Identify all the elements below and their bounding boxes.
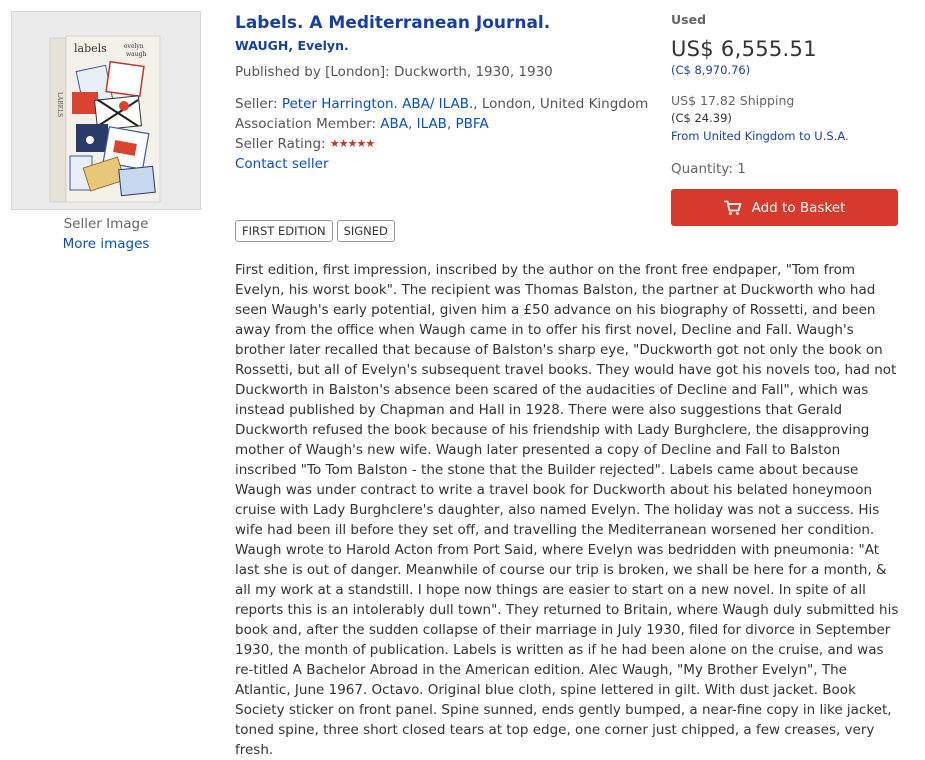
cart-icon (724, 200, 742, 216)
add-to-basket-button[interactable] (671, 189, 898, 226)
attribute-badges (235, 220, 395, 242)
badge-first-edition: FIRST EDITION (235, 220, 333, 242)
association-label: Association Member: (235, 116, 376, 132)
price: US$ 6,555.51 (671, 37, 817, 61)
shipping-route-link[interactable]: From United Kingdom to U.S.A. (671, 129, 849, 143)
shipping-cost-cad: (C$ 24.39) (671, 111, 732, 125)
seller-location: , London, United Kingdom (473, 96, 649, 112)
badge-signed: SIGNED (337, 220, 395, 242)
contact-seller-link[interactable]: Contact seller (235, 156, 329, 172)
book-title[interactable]: Labels. A Mediterranean Journal. (235, 13, 551, 33)
cover-title: labels (74, 42, 107, 55)
book-image[interactable] (11, 11, 201, 210)
seller-line (235, 94, 655, 114)
cover-spine-text: LABELS (56, 92, 63, 118)
condition-label: Used (671, 12, 707, 27)
more-images-link[interactable]: More images (62, 236, 150, 252)
seller-info (235, 94, 655, 174)
association-line: Association Member: ABA, ILAB, PBFA (235, 116, 489, 132)
seller-rating-line (235, 134, 655, 154)
listing-info (235, 12, 655, 174)
shipping-cost: US$ 17.82 Shipping (671, 93, 795, 108)
star-rating-icon[interactable]: ★★★★★ (329, 137, 375, 150)
association-link-pbfa[interactable]: PBFA (455, 116, 489, 132)
purchase-panel (671, 12, 898, 226)
image-column (11, 11, 201, 252)
seller-name-link[interactable]: Peter Harrington. ABA/ ILAB. (281, 96, 474, 112)
book-cover-illustration (12, 12, 202, 211)
add-to-basket-label: Add to Basket (751, 199, 846, 216)
cover-author-line1: evelyn (124, 43, 144, 50)
seller-image-label: Seller Image (63, 216, 149, 232)
seller-label: Seller: (235, 96, 278, 112)
publication-info: Published by [London]: Duckworth, 1930, 1930 (235, 64, 553, 80)
association-link-ilab[interactable]: ILAB (416, 116, 447, 132)
cover-author-line2: waugh (126, 51, 147, 58)
price-cad: (C$ 8,970.76) (671, 63, 751, 77)
association-link-aba[interactable]: ABA (380, 116, 409, 132)
seller-rating-label: Seller Rating: (235, 136, 326, 152)
book-description: First edition, first impression, inscribed by the author on the front free endpaper, "Tom from Evelyn, his worst book". The recipient was Thomas Balston, the partner at Duckworth who had seen Waugh's early potential, given him a £50 advance on his biography of Rossetti, and been away from the office when Waugh came in to offer his first novel, Decline and Fall. Waugh's brother later recalled that because of Balston's sharp eye, "Duckworth got not only the book on Rossetti, but all of Evelyn's subsequent travel books. They would have got his novels too, had not Duckworth in Balston's absence been scared of the audacities of Decline and Fall", which was instead published by Chapman and Hall in 1928. There were also suggestions that Gerald Duckworth refused the book because of his friendship with Lady Burghclere, the disapproving mother of Waugh's new wife. Waugh later presented a copy of Decline and Fall to Balston inscribed "To Tom Balston - the stone that the Builder rejected". Labels came about because Waugh was under contract to write a travel book for Duckworth about his belated honeymoon cruise with Lady Burghclere's daughter, also named Evelyn. The holiday was not a success. His wife had been ill before they set off, and travelling the Mediterranean worsened her condition. Waugh wrote to Harold Acton from Port Said, where Evelyn was bedridden with pneumonia: "At last she is out of danger. Meanwhile of course our trip is broken, we shall be here for a month, & all my work at a standstill. I hope now things are easier to start on a new novel. In spite of all reports this is an intolerably dull town". They returned to Britain, where Waugh duly submitted his book and, after the sudden collapse of their marriage in July 1930, filed for divorce in September 1930, the month of publication. Labels is written as if he had been alone on the cruise, and was re-titled A Bachelor Abroad in the American edition. Alec Waugh, "My Brother Evelyn", The Atlantic, June 1967. Octavo. Original blue cloth, spine lettered in gilt. With dust jacket. Book Society sticker on front panel. Spine sunned, ends gently bumped, a near-fine copy in like jacket, toned spine, three short closed tears at top edge, one corner just chipped, a few creases, very fresh. (235, 262, 899, 758)
quantity: Quantity: 1 (671, 161, 746, 177)
book-author[interactable]: WAUGH, Evelyn. (235, 38, 349, 53)
